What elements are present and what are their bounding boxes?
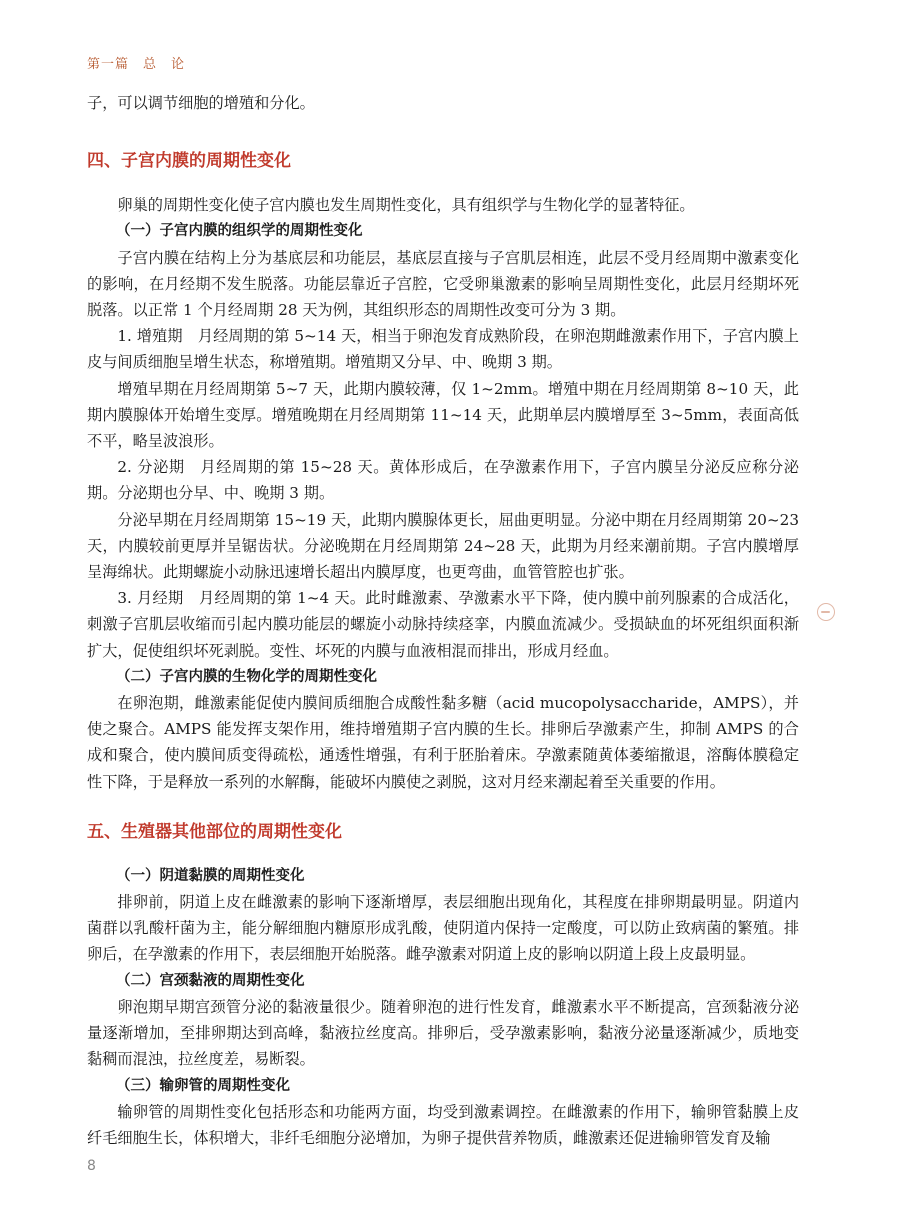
running-header bbox=[87, 53, 199, 72]
paragraph-4-1-c: 增殖早期在月经周期第 5~7 天，此期内膜较薄，仅 1~2mm。增殖中期在月经周期第 8~10 天，此期内膜腺体开始增生变厚。增殖晚期在月经周期第 11~14 天，此期单层内膜增厚至 3~5mm，表面高低不平，略呈波浪形。 bbox=[87, 379, 799, 451]
paragraph-5-1: 排卵前，阴道上皮在雌激素的影响下逐渐增厚，表层细胞出现角化，其程度在排卵期最明显。阴道内菌群以乳酸杆菌为主，能分解细胞内糖原形成乳酸，使阴道内保持一定酸度，可以防止致病菌的繁殖。排卵后，在孕激素的作用下，表层细胞开始脱落。雌孕激素对阴道上皮的影响以阴道上段上皮最明显。 bbox=[87, 893, 799, 964]
margin-bookmark-icon bbox=[817, 603, 835, 621]
subsection-heading-5-2: （二）宫颈黏液的周期性变化 bbox=[116, 972, 305, 989]
subsection-heading-5-3: （三）输卵管的周期性变化 bbox=[116, 1077, 290, 1094]
paragraph-5-2: 卵泡期早期宫颈管分泌的黏液量很少。随着卵泡的进行性发育，雌激素水平不断提高，宫颈黏液分泌量逐渐增加，至排卵期达到高峰，黏液拉丝度高。排卵后，受孕激素影响，黏液分泌量逐渐减少，质地变黏稠而混浊，拉丝度差，易断裂。 bbox=[87, 997, 799, 1069]
paragraph-4-1-b: 1. 增殖期 月经周期的第 5~14 天，相当于卵泡发育成熟阶段，在卵泡期雌激素作用下，子宫内膜上皮与间质细胞呈增生状态，称增殖期。增殖期又分早、中、晚期 3 期。 bbox=[87, 327, 799, 372]
page-body bbox=[87, 90, 799, 1151]
header-title: 总 论 bbox=[143, 57, 186, 72]
paragraph-4-1-d: 2. 分泌期 月经周期的第 15~28 天。黄体形成后，在孕激素作用下，子宫内膜呈分泌反应称分泌期。分泌期也分早、中、晚期 3 期。 bbox=[87, 458, 799, 503]
subsection-heading-5-1: （一）阴道黏膜的周期性变化 bbox=[116, 867, 305, 884]
subsection-heading-4-2: （二）子宫内膜的生物化学的周期性变化 bbox=[116, 668, 377, 685]
section-heading-4: 四、子宫内膜的周期性变化 bbox=[87, 151, 291, 172]
paragraph-4-1-f: 3. 月经期 月经周期的第 1~4 天。此时雌激素、孕激素水平下降，使内膜中前列腺素的合成活化，刺激子宫肌层收缩而引起内膜功能层的螺旋小动脉持续痉挛，内膜血流减少。受损缺血的坏死组织面积渐扩大，促使组织坏死剥脱。变性、坏死的内膜与血液相混而排出，形成月经血。 bbox=[87, 589, 799, 660]
page-number: 8 bbox=[87, 1158, 96, 1174]
paragraph-4-intro: 卵巢的周期性变化使子宫内膜也发生周期性变化，具有组织学与生物化学的显著特征。 bbox=[117, 196, 695, 215]
paragraph-4-1-e: 分泌早期在月经周期第 15~19 天，此期内膜腺体更长，屈曲更明显。分泌中期在月经周期第 20~23 天，内膜较前更厚并呈锯齿状。分泌晚期在月经周期第 24~28 天，此期为月经来潮前期。子宫内膜增厚呈海绵状。此期螺旋小动脉迅速增长超出内膜厚度，也更弯曲，血管管腔也扩张。 bbox=[87, 510, 799, 582]
paragraph-5-3: 输卵管的周期性变化包括形态和功能两方面，均受到激素调控。在雌激素的作用下，输卵管黏膜上皮纤毛细胞生长，体积增大，非纤毛细胞分泌增加，为卵子提供营养物质，雌激素还促进输卵管发育及输 bbox=[87, 1102, 799, 1147]
section-heading-5: 五、生殖器其他部位的周期性变化 bbox=[87, 821, 342, 842]
subsection-heading-4-1: （一）子宫内膜的组织学的周期性变化 bbox=[116, 223, 363, 240]
header-part: 第一篇 bbox=[87, 57, 130, 72]
paragraph-4-2: 在卵泡期，雌激素能促使内膜间质细胞合成酸性黏多糖（acid mucopolysaccharide，AMPS），并使之聚合。AMPS 能发挥支架作用，维持增殖期子宫内膜的生长。排卵后孕激素产生，抑制 AMPS 的合成和聚合，使内膜间质变得疏松，通透性增强，有利于胚胎着床。孕激素随黄体萎缩撤退，溶酶体膜稳定性下降，于是释放一系列的水解酶，能破坏内膜使之剥脱，这对月经来潮起着至关重要的作用。 bbox=[87, 694, 799, 791]
paragraph-4-1-a: 子宫内膜在结构上分为基底层和功能层，基底层直接与子宫肌层相连，此层不受月经周期中激素变化的影响，在月经期不发生脱落。功能层靠近子宫腔，它受卵巢激素的影响呈周期性变化，此层月经期坏死脱落。以正常 1 个月经周期 28 天为例，其组织形态的周期性改变可分为 3 期。 bbox=[87, 248, 799, 320]
paragraph-continued: 子，可以调节细胞的增殖和分化。 bbox=[87, 94, 315, 112]
